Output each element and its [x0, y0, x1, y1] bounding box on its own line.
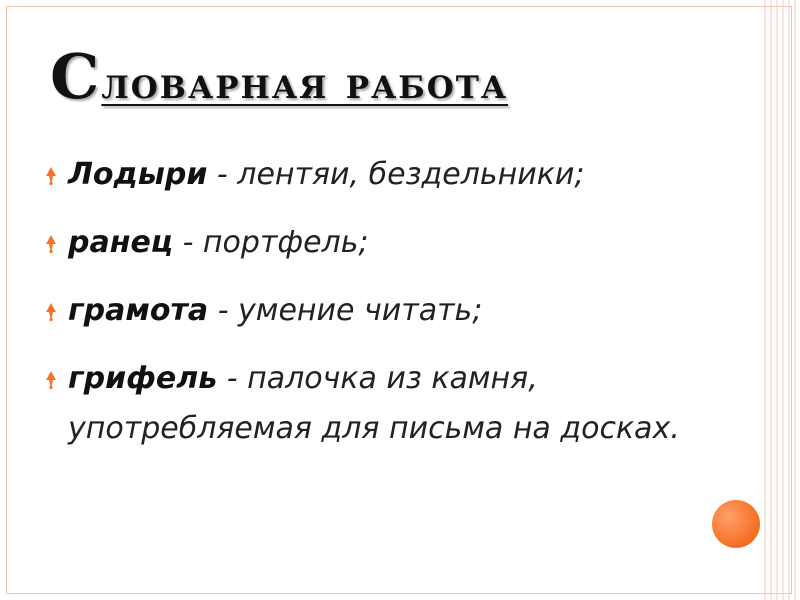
title-rest: ловарная работа: [101, 58, 509, 109]
decorative-orange-circle: [712, 500, 760, 548]
list-item: [42, 354, 732, 454]
list-item: [42, 286, 732, 336]
bullet-icon: [44, 370, 58, 390]
bullet-icon: [44, 234, 58, 254]
vocabulary-definition: - портфель;: [173, 225, 369, 260]
vocabulary-term: грифель: [68, 361, 218, 396]
title-first-letter: С: [50, 40, 102, 113]
slide-title: [50, 40, 508, 113]
bullet-icon: [44, 166, 58, 186]
vocabulary-term: грамота: [68, 293, 209, 328]
vocabulary-term: ранец: [68, 225, 174, 260]
vocabulary-definition: - лентяи, бездельники;: [207, 157, 585, 192]
vocabulary-definition: - палочка из камня, употребляемая для письма на досках.: [68, 361, 680, 446]
bullet-icon: [44, 302, 58, 322]
list-item: [42, 150, 732, 200]
list-item: [42, 218, 732, 268]
vocabulary-definition: - умение читать;: [208, 293, 483, 328]
vocabulary-term: Лодыри: [68, 157, 208, 192]
vocabulary-list: [42, 150, 732, 472]
